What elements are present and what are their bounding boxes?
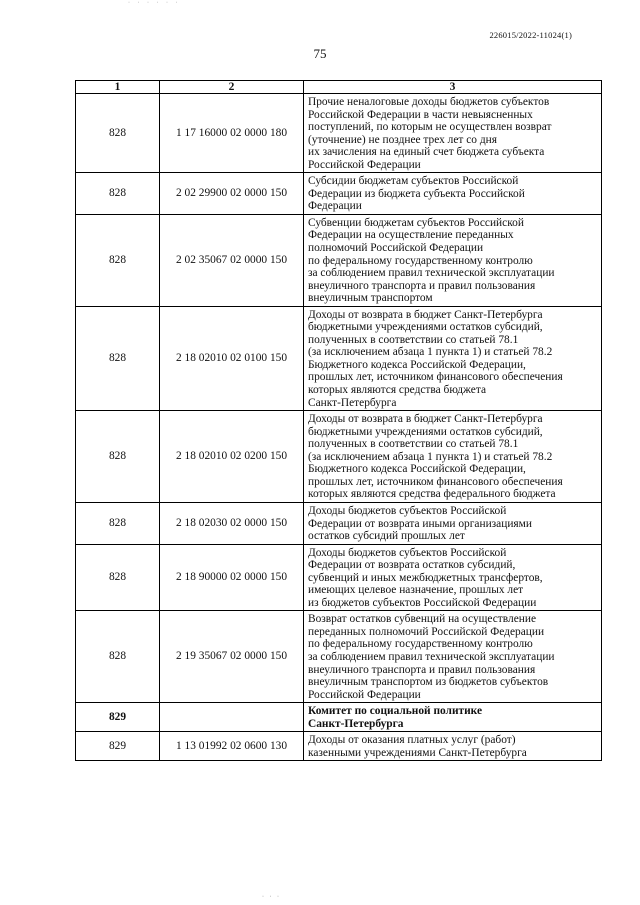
table-row	[76, 544, 602, 611]
admin-code-cell: 828	[76, 611, 160, 703]
revenue-code-cell: 2 18 02030 02 0000 150	[160, 502, 304, 544]
column-header: 2	[160, 81, 304, 94]
table-row	[76, 173, 602, 215]
revenue-code-cell: 2 18 90000 02 0000 150	[160, 544, 304, 611]
column-header: 3	[304, 81, 602, 94]
scan-artifact: · · ·	[262, 894, 281, 900]
table-row	[76, 732, 602, 761]
revenue-description-cell: Доходы бюджетов субъектов Российской Федерации от возврата иными организациями остатков субсидий прошлых лет	[304, 502, 602, 544]
admin-code-cell: 828	[76, 306, 160, 410]
document-id: 226015/2022-11024(1)	[489, 30, 572, 40]
revenue-code-cell: 2 02 35067 02 0000 150	[160, 214, 304, 306]
revenue-code-cell	[160, 703, 304, 732]
revenue-code-cell: 1 13 01992 02 0600 130	[160, 732, 304, 761]
revenue-description-cell: Доходы от оказания платных услуг (работ) казенными учреждениями Санкт-Петербурга	[304, 732, 602, 761]
revenue-code-cell: 2 19 35067 02 0000 150	[160, 611, 304, 703]
admin-code-cell: 828	[76, 502, 160, 544]
revenue-code-cell: 2 18 02010 02 0200 150	[160, 411, 304, 503]
admin-code-cell: 829	[76, 732, 160, 761]
revenue-description-cell: Прочие неналоговые доходы бюджетов субъектов Российской Федерации в части невыясненных поступлений, по которым не осуществлен возврат (уточнение) не позднее трех лет со дня их зачисления на единый счет бюджета субъекта Российской Федерации	[304, 94, 602, 173]
table-row	[76, 94, 602, 173]
admin-code-cell: 829	[76, 703, 160, 732]
administrator-name-cell: Комитет по социальной политике Санкт-Петербурга	[304, 703, 602, 732]
revenue-codes-table	[75, 80, 602, 761]
table-row-section-header	[76, 703, 602, 732]
admin-code-cell: 828	[76, 94, 160, 173]
table-header-row	[76, 81, 602, 94]
table-row	[76, 306, 602, 410]
page-number: 75	[313, 46, 327, 61]
revenue-code-cell: 1 17 16000 02 0000 180	[160, 94, 304, 173]
revenue-description-cell: Субсидии бюджетам субъектов Российской Федерации из бюджета субъекта Российской Федерации	[304, 173, 602, 215]
revenue-description-cell: Доходы от возврата в бюджет Санкт-Петербурга бюджетными учреждениями остатков субсидий, полученных в соответствии со статьей 78.1 (за исключением абзаца 1 пункта 1) и статьей 78.2 Бюджетного кодекса Российской Федерации, прошлых лет, источником финансового обеспечения которых являются средства бюджета Санкт-Петербурга	[304, 306, 602, 410]
scan-artifact: · · · · · ·	[128, 0, 181, 6]
revenue-code-cell: 2 02 29900 02 0000 150	[160, 173, 304, 215]
revenue-code-cell: 2 18 02010 02 0100 150	[160, 306, 304, 410]
column-header: 1	[76, 81, 160, 94]
revenue-description-cell: Доходы от возврата в бюджет Санкт-Петербурга бюджетными учреждениями остатков субсидий, полученных в соответствии со статьей 78.1 (за исключением абзаца 1 пункта 1) и статьей 78.2 Бюджетного кодекса Российской Федерации, прошлых лет, источником финансового обеспечения которых являются средства федерального бюджета	[304, 411, 602, 503]
table-row	[76, 611, 602, 703]
admin-code-cell: 828	[76, 544, 160, 611]
admin-code-cell: 828	[76, 411, 160, 503]
revenue-description-cell: Доходы бюджетов субъектов Российской Федерации от возврата остатков субсидий, субвенций и иных межбюджетных трансфертов, имеющих целевое назначение, прошлых лет из бюджетов субъектов Российской Федерации	[304, 544, 602, 611]
admin-code-cell: 828	[76, 173, 160, 215]
admin-code-cell: 828	[76, 214, 160, 306]
table-row	[76, 502, 602, 544]
table-row	[76, 411, 602, 503]
table-row	[76, 214, 602, 306]
revenue-description-cell: Возврат остатков субвенций на осуществление переданных полномочий Российской Федерации по федеральному государственному контролю за соблюдением правил технической эксплуатации внеуличного транспорта и правил пользования внеуличным транспортом из бюджетов субъектов Российской Федерации	[304, 611, 602, 703]
revenue-description-cell: Субвенции бюджетам субъектов Российской Федерации на осуществление переданных полномочий Российской Федерации по федеральному государственному контролю за соблюдением правил технической эксплуатации внеуличного транспорта и правил пользования внеуличным транспортом	[304, 214, 602, 306]
